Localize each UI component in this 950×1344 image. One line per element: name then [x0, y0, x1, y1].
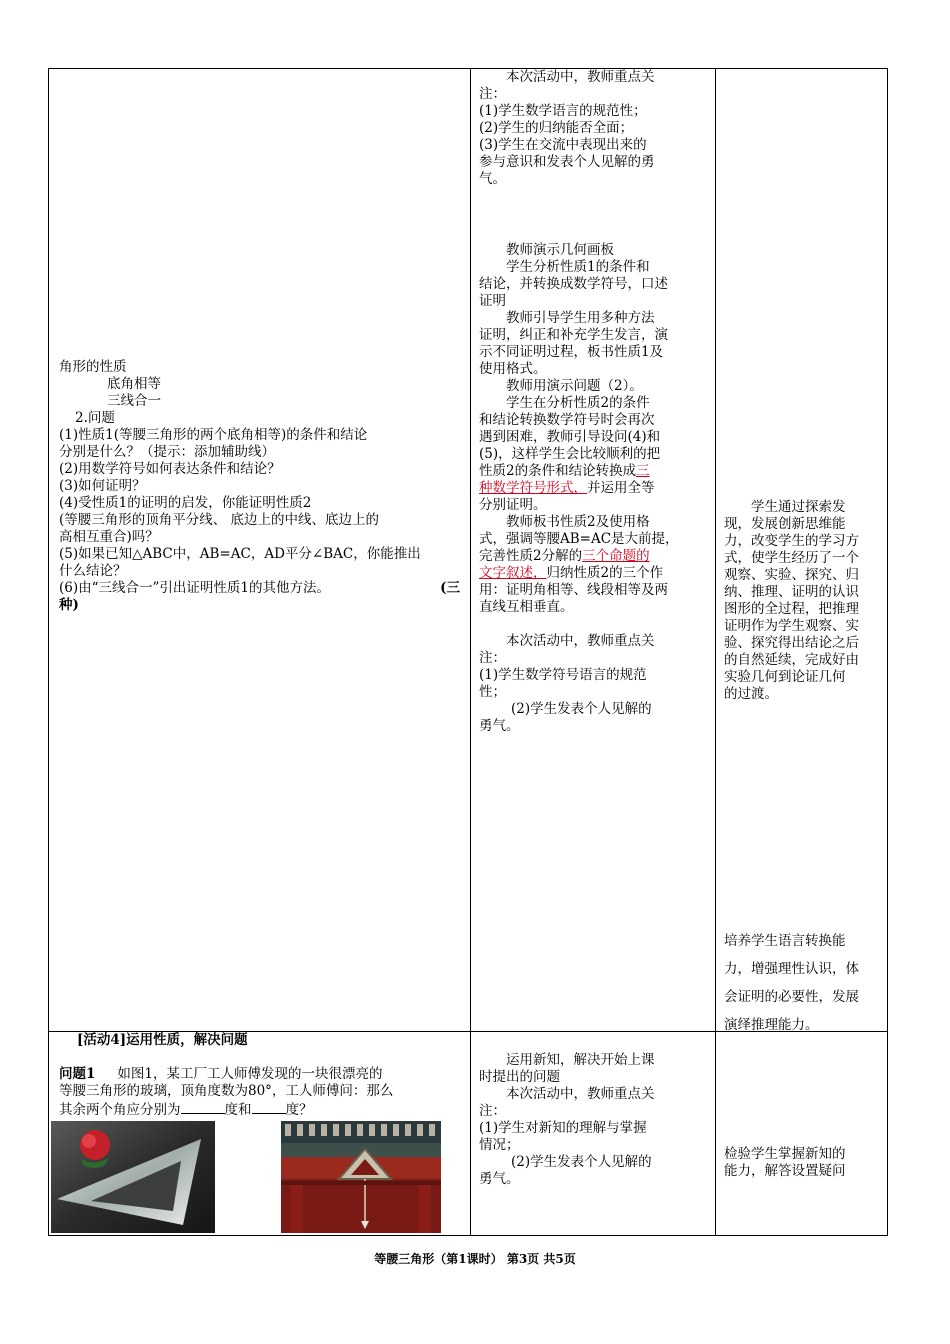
note-line: 本次活动中，教师重点关 — [506, 1086, 655, 1102]
note-line: 教师引导学生用多种方法 — [506, 310, 655, 326]
content-cell — [49, 1032, 471, 1236]
question-title: 2.问题 — [75, 410, 115, 426]
highlighted-text: 文字叙述， — [479, 565, 547, 581]
note-line: 遇到困难，教师引导设问(4)和 — [479, 429, 661, 445]
intent-line: 学生通过探索发 — [751, 499, 846, 515]
note-line: 参与意识和发表个人见解的勇 — [479, 154, 655, 170]
intent-line: 的自然延续，完成好由 — [724, 652, 859, 668]
page-footer: 等腰三角形（第1课时） 第3页 共5页 — [374, 1252, 576, 1266]
intent-line: 验、探究得出结论之后 — [724, 635, 859, 651]
note-line: 教师用演示问题（2）。 — [506, 378, 643, 394]
highlighted-text: 三 — [636, 463, 650, 479]
note-line — [479, 463, 711, 480]
question-line: (等腰三角形的顶角平分线、 底边上的中线、底边上的 — [59, 512, 380, 528]
note-line: 时提出的问题 — [479, 1069, 560, 1085]
intent-line: 检验学生掌握新知的 — [724, 1146, 846, 1162]
property-item: 三线合一 — [107, 393, 161, 409]
note-line: 直线互相垂直。 — [479, 599, 574, 615]
question-line: (1)性质1(等腰三角形的两个底角相等)的条件和结论 — [59, 427, 368, 443]
blank-line — [479, 616, 711, 633]
note-line: 使用格式。 — [479, 361, 547, 377]
note-line: (2)学生发表个人见解的 — [511, 1154, 652, 1170]
activity-header — [77, 1032, 457, 1049]
question-line: 高相互重合)吗？ — [59, 529, 159, 545]
intent-line: 证明作为学生观察、实 — [724, 618, 859, 634]
note-line — [479, 565, 711, 582]
note-line: 用：证明角相等、线段相等及两 — [479, 582, 668, 598]
question-tail: (三 — [440, 580, 460, 596]
note-line: (1)学生数学语言的规范性； — [479, 103, 647, 119]
note-line — [479, 548, 711, 565]
intent-line: 图形的全过程，把推理 — [724, 601, 859, 617]
note-line: 分别证明。 — [479, 497, 547, 513]
note-text: 性质2的条件和结论转换成 — [479, 463, 637, 479]
intent-line: 观察、实验、探究、归 — [724, 567, 859, 583]
design-intent-cell — [716, 1032, 888, 1236]
question-line: 什么结论？ — [59, 563, 127, 579]
note-line: 注： — [479, 650, 506, 666]
problem-text: 如图1，某工厂工人师傅发现的一块很漂亮的 — [117, 1066, 383, 1082]
teacher-activity-cell — [471, 1032, 716, 1236]
note-line: 证明 — [479, 293, 506, 309]
note-line: 教师演示几何画板 — [506, 242, 614, 258]
glass-triangle-photo — [51, 1121, 215, 1233]
property-block — [59, 359, 464, 614]
intent-line: 实验几何到论证几何 — [724, 669, 846, 685]
note-line: 学生分析性质1的条件和 — [506, 259, 650, 275]
note-text: 完善性质2分解的 — [479, 548, 583, 564]
question-line: (4)受性质1的证明的启发，你能证明性质2 — [59, 495, 312, 511]
note-line — [479, 480, 711, 497]
teacher-notes — [479, 69, 711, 188]
question-line: 分别是什么？（提示：添加辅助线） — [59, 444, 275, 460]
design-intent-cell — [716, 69, 888, 1032]
intent-line: 力，增强理性认识，体 — [724, 961, 859, 977]
section-heading: 角形的性质 — [59, 359, 127, 375]
problem-label: 问题1 — [59, 1066, 96, 1082]
note-line: 和结论转换数学符号时会再次 — [479, 412, 655, 428]
note-line: (1)学生数学符号语言的规范 — [479, 667, 647, 683]
intent-line: 现，发展创新思维能 — [724, 516, 846, 532]
note-line: (2)学生发表个人见解的 — [511, 701, 652, 717]
lesson-plan-page — [48, 68, 886, 1236]
problem-line — [59, 1066, 459, 1083]
note-line: 本次活动中，教师重点关 — [506, 69, 655, 85]
question-text: (6)由“三线合一”引出证明性质1的其他方法。 — [59, 580, 331, 596]
problem-line: 等腰三角形的玻璃，顶角度数为80°，工人师傅问：那么 — [59, 1083, 394, 1099]
note-line: (1)学生对新知的理解与掌握 — [479, 1120, 647, 1136]
note-line: (5)，这样学生会比较顺利的把 — [479, 446, 661, 462]
intent-line: 能力，解答设置疑问 — [724, 1163, 846, 1179]
question-line: (2)用数学符号如何表达条件和结论？ — [59, 461, 281, 477]
intent-line: 的过渡。 — [724, 686, 778, 702]
teacher-notes — [479, 1052, 711, 1188]
note-line: (2)学生的归纳能否全面； — [479, 120, 634, 136]
answer-blank[interactable] — [252, 1100, 286, 1114]
note-line: 勇气。 — [479, 1171, 520, 1187]
question-line: (5)如果已知△ABC中，AB=AC，AD平分∠BAC，你能推出 — [59, 546, 421, 562]
problem-text: 度和 — [224, 1102, 252, 1118]
note-line: 示不同证明过程，板书性质1及 — [479, 344, 664, 360]
note-line: 运用新知，解决开始上课 — [506, 1052, 655, 1068]
design-intent — [724, 927, 884, 1039]
answer-blank[interactable] — [181, 1100, 225, 1114]
problem-text: 其余两个角应分别为 — [59, 1102, 181, 1118]
intent-line: 纳、推理、证明的认识 — [724, 584, 859, 600]
note-line: 性； — [479, 684, 506, 700]
note-line: 证明，纠正和补充学生发言，演 — [479, 327, 668, 343]
intent-line: 培养学生语言转换能 — [724, 933, 846, 949]
note-line: 气。 — [479, 171, 506, 187]
question-line: 种) — [59, 597, 79, 613]
activity-title: [活动4]运用性质，解决问题 — [77, 1032, 248, 1048]
problem-line — [59, 1100, 459, 1119]
table-row — [49, 1032, 888, 1236]
problem-block — [59, 1066, 459, 1119]
design-intent — [724, 499, 884, 703]
question-line — [59, 580, 464, 597]
note-line: 本次活动中，教师重点关 — [506, 633, 655, 649]
note-line: (3)学生在交流中表现出来的 — [479, 137, 647, 153]
intent-line: 演绎推理能力。 — [724, 1017, 819, 1033]
note-line: 情况； — [479, 1137, 520, 1153]
note-line: 勇气。 — [479, 718, 520, 734]
note-line: 结论，并转换成数学符号，口述 — [479, 276, 668, 292]
note-text: 并运用全等 — [587, 480, 655, 496]
note-line: 教师板书性质2及使用格 — [506, 514, 650, 530]
lesson-plan-table — [48, 68, 888, 1236]
note-text: 归纳性质2的三个作 — [546, 565, 664, 581]
note-line: 注： — [479, 86, 506, 102]
teacher-notes — [479, 242, 711, 735]
question-line: (3)如何证明？ — [59, 478, 146, 494]
table-row — [49, 69, 888, 1032]
note-line: 式，强调等腰AB=AC是大前提， — [479, 531, 679, 547]
problem-text: 度？ — [285, 1102, 313, 1118]
intent-line: 会证明的必要性，发展 — [724, 989, 859, 1005]
intent-line: 力，改变学生的学习方 — [724, 533, 859, 549]
design-intent — [724, 1146, 884, 1180]
intent-line: 式，使学生经历了一个 — [724, 550, 859, 566]
highlighted-text: 种数学符号形式， — [479, 480, 587, 496]
note-line: 学生在分析性质2的条件 — [506, 395, 650, 411]
content-cell — [49, 69, 471, 1032]
highlighted-text: 三个命题的 — [582, 548, 650, 564]
temple-triangle-photo — [281, 1121, 441, 1233]
note-line: 注： — [479, 1103, 506, 1119]
teacher-activity-cell — [471, 69, 716, 1032]
property-item: 底角相等 — [107, 376, 161, 392]
